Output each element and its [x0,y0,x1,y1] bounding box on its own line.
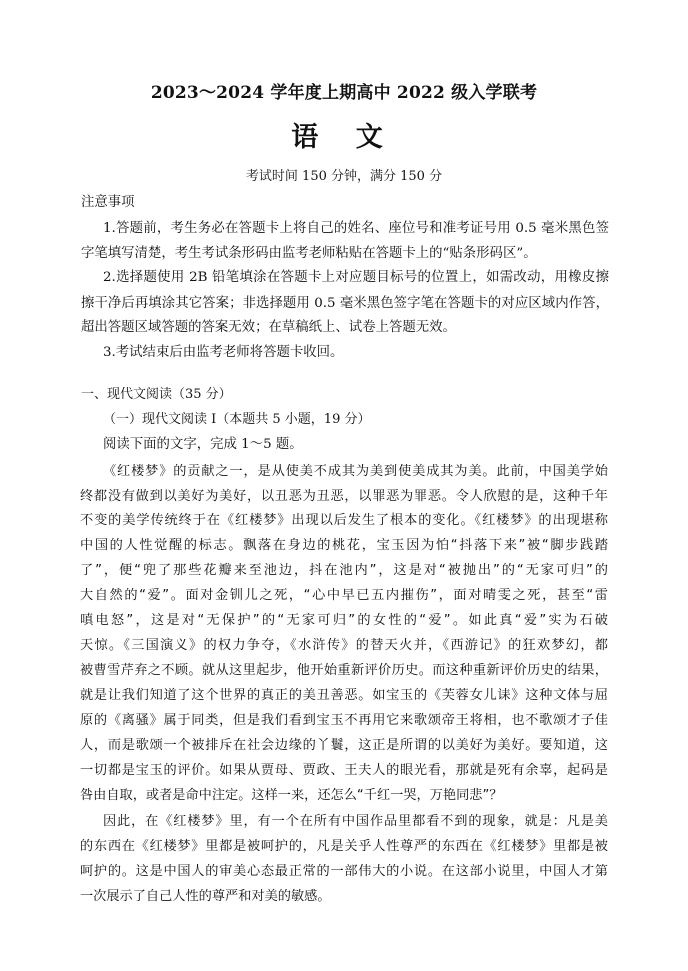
exam-time-info: 考试时间 150 分钟，满分 150 分 [245,169,443,184]
passage-line: 了”，便“兜了那些花瓣来至池边，抖在池内”，这是对“被抛出”的“无家可归”的 [80,563,608,578]
passage-line: 《红楼梦》的贡献之一，是从使美不成其为美到使美成其为美。此前，中国美学始 [103,464,608,479]
passage-line: 咎由自取，或者是命中注定。这样一来，还怎么“千红一哭，万艳同悲”？ [80,788,503,803]
passage-line: 终都没有做到以美好为美好，以丑恶为丑恶，以罪恶为罪恶。令人欣慰的是，这种千年 [80,489,608,504]
passage-line: 不变的美学传统终于在《红楼梦》出现以后发生了根本的变化。《红楼梦》的出现堪称 [80,513,608,528]
notice-line: 3.考试结束后由监考老师将答题卡收回。 [103,345,344,360]
passage-line: 一次展示了自己人性的尊严和对美的敏感。 [80,889,331,904]
passage-line: 嗔电怒”，这是对“无保护”的“无家可归”的女性的“爱”。如此真“爱”实为石破 [80,613,608,628]
passage-line: 的东西在《红楼梦》里都是被呵护的，凡是关乎人性尊严的东西在《红楼梦》里都是被 [80,839,608,854]
section-heading: 一、现代文阅读（35 分） [81,387,232,402]
notice-line: 2.选择题使用 2B 铅笔填涂在答题卡上对应题目标号的位置上，如需改动，用橡皮擦 [103,270,609,285]
exam-title: 2023～2024 学年度上期高中 2022 级入学联考 [150,83,538,103]
passage-line: 大自然的“爱”。面对金钏儿之死，“心中早已五内摧伤”，面对晴雯之死，甚至“雷 [80,588,608,603]
passage-line: 原的《离骚》属于同类，但是我们看到宝玉不再用它来歌颂帝王将相，也不歌颂才子佳 [80,713,608,728]
passage-line: 一切都是宝玉的评价。如果从贾母、贾政、王夫人的眼光看，那就是死有余辜，起码是 [80,763,608,778]
passage-line: 被曹雪芹弃之不顾。就从这里起步，他开始重新评价历史。而这种重新评价历史的结果， [80,663,608,678]
passage-line: 呵护的。这是中国人的审美心态最正常的一部伟大的小说。在这部小说里，中国人才第 [80,864,608,879]
reading-instruction: 阅读下面的文字，完成 1～5 题。 [103,437,303,452]
passage-line: 中国的人性觉醒的标志。飘落在身边的桃花，宝玉因为怕“抖落下来”被“脚步践踏 [80,538,608,553]
passage-line: 因此，在《红楼梦》里，有一个在所有中国作品里都看不到的现象，就是：凡是美 [103,814,608,829]
notice-line: 擦干净后再填涂其它答案；非选择题用 0.5 毫米黑色签字笔在答题卡的对应区域内作答， [81,296,609,311]
subject-title: 语 文 [291,122,397,153]
section-subheading: （一）现代文阅读 I（本题共 5 小题，19 分） [103,412,371,427]
notice-line: 超出答题区域答题的答案无效；在草稿纸上、试卷上答题无效。 [81,320,456,335]
passage-line: 就是让我们知道了这个世界的真正的美丑善恶。如宝玉的《芙蓉女儿诔》这种文体与屈 [80,688,608,703]
notice-heading: 注意事项 [81,195,135,210]
notice-line: 字笔填写清楚，考生考试条形码由监考老师粘贴在答题卡上的“贴条形码区”。 [81,246,537,261]
passage-line: 天惊。《三国演义》的权力争夺，《水浒传》的替天火并，《西游记》的狂欢梦幻，都 [80,638,608,653]
notice-line: 1.答题前，考生务必在答题卡上将自己的姓名、座位号和准考证号用 0.5 毫米黑色签 [103,221,609,236]
passage-line: 人，而是歌颂一个被排斥在社会边缘的丫鬟，这正是所谓的以美好为美好。要知道，这 [80,738,608,753]
